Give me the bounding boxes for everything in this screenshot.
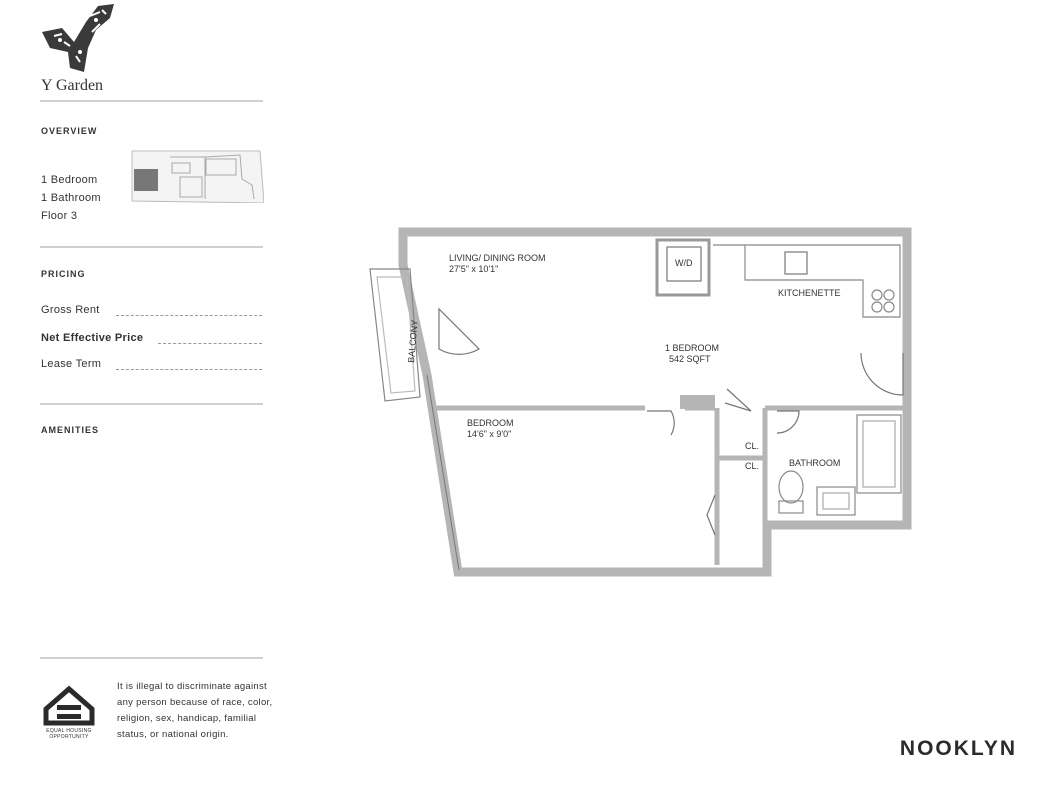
unit-type-label: 1 BEDROOM	[665, 343, 720, 353]
y-garden-logo	[40, 2, 116, 74]
net-effective-leader	[158, 343, 262, 344]
lease-term-leader	[116, 369, 262, 370]
closet-label: CL.	[745, 461, 760, 471]
bedroom-dims: 14'6" x 9'0"	[467, 429, 512, 439]
building-keyplan	[130, 149, 264, 203]
kitchenette-label: KITCHENETTE	[778, 288, 841, 298]
closet-label: CL.	[745, 441, 760, 451]
bathroom-count: 1 Bathroom	[41, 192, 101, 204]
bedroom-label: BEDROOM	[467, 418, 514, 428]
exterior-wall	[403, 232, 907, 572]
nooklyn-logo: NOOKLYN	[899, 737, 1017, 760]
lease-term-label: Lease Term	[41, 358, 102, 370]
bathroom-label: BATHROOM	[789, 458, 841, 468]
balcony-label: BALCONY	[406, 319, 420, 364]
bedroom-count: 1 Bedroom	[41, 174, 98, 186]
brand-name: Y Garden	[41, 77, 104, 94]
divider	[40, 246, 263, 248]
living-room-label: LIVING/ DINING ROOM	[449, 253, 546, 263]
divider	[40, 657, 263, 659]
floor-plan	[355, 225, 915, 580]
divider	[40, 403, 263, 405]
pricing-heading: PRICING	[41, 269, 86, 279]
unit-size-label: 542 SQFT	[669, 354, 711, 364]
net-effective-label: Net Effective Price	[41, 332, 144, 344]
gross-rent-leader	[116, 315, 262, 316]
gross-rent-label: Gross Rent	[41, 304, 100, 316]
divider	[40, 100, 263, 102]
unit-highlight	[134, 169, 158, 191]
washer-dryer-label: W/D	[675, 258, 693, 268]
equal-housing-caption: EQUAL HOUSING OPPORTUNITY	[46, 728, 92, 740]
fair-housing-notice: It is illegal to discriminate against any person because of race, color, religion, sex, handicap, familial status, or national origin.	[117, 681, 273, 740]
living-room-dims: 27'5" x 10'1"	[449, 264, 499, 274]
overview-heading: OVERVIEW	[41, 126, 98, 136]
amenities-heading: AMENITIES	[41, 425, 100, 435]
floor-number: Floor 3	[41, 210, 78, 222]
